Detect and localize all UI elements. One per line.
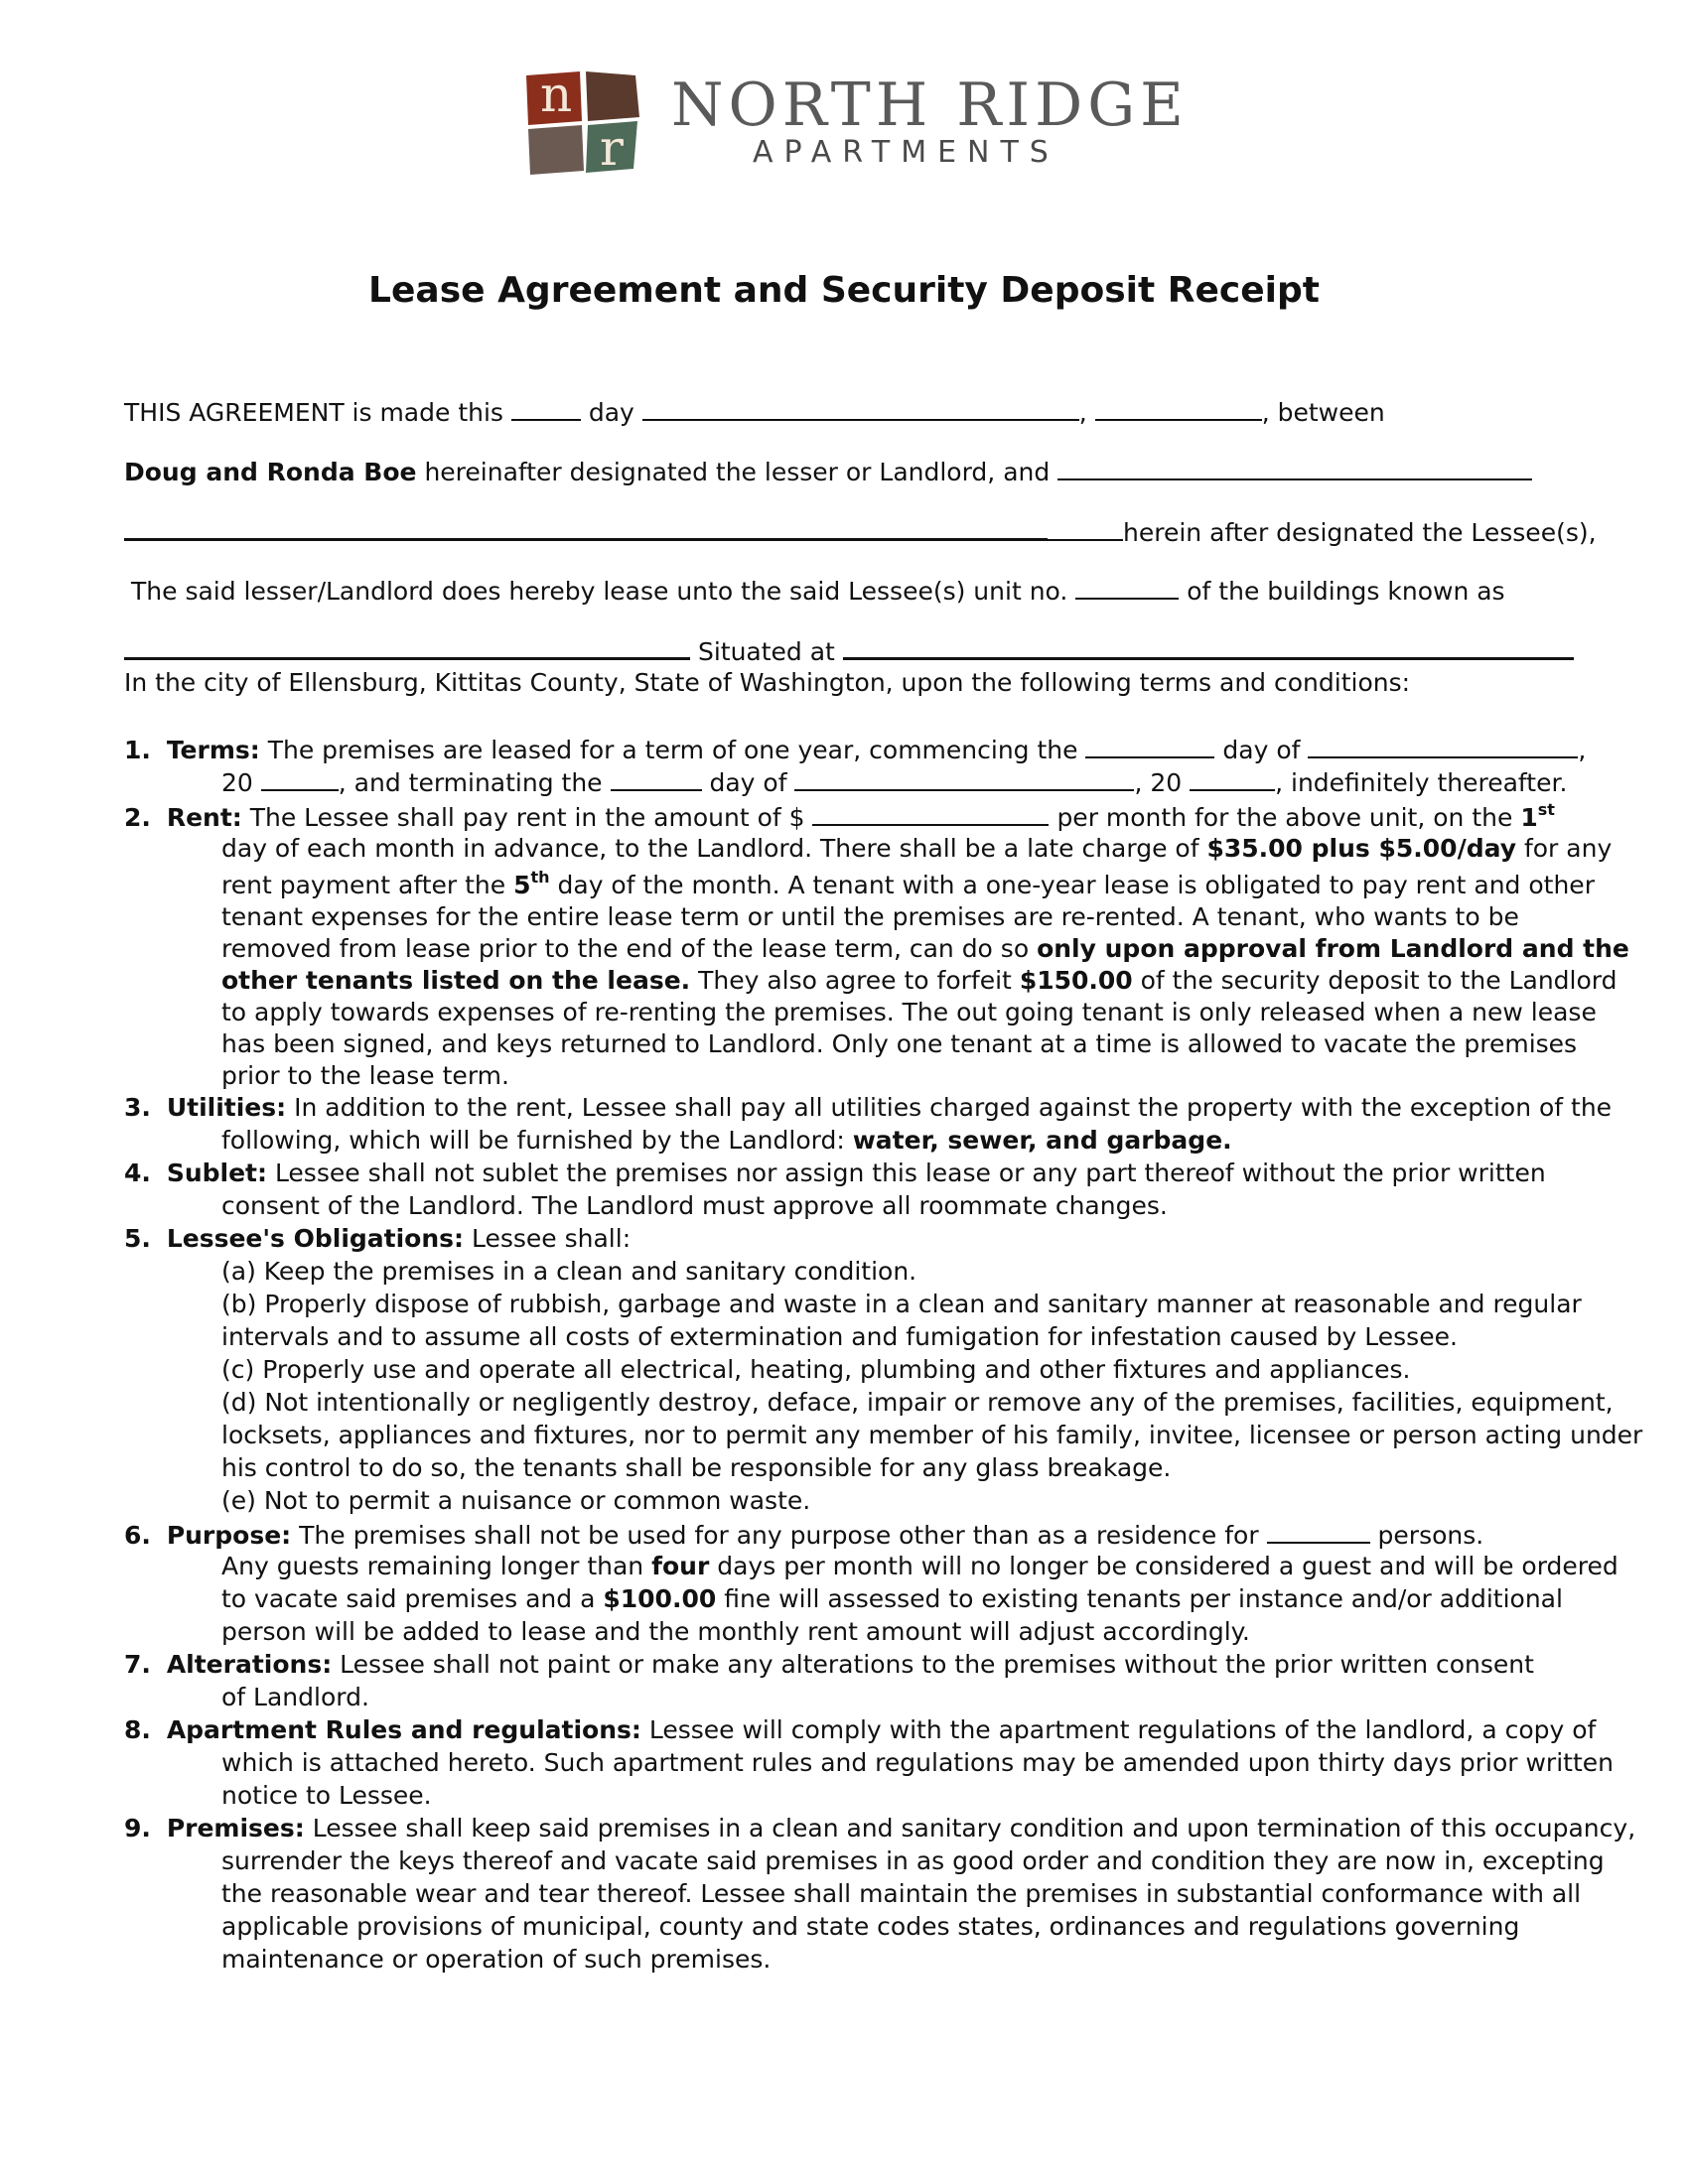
rent-l6a: other tenants listed on the lease.	[221, 966, 691, 995]
lessee-name-blank-1[interactable]	[1057, 455, 1532, 480]
terms-comma: ,	[1578, 736, 1587, 764]
intro-line-2	[124, 455, 1532, 488]
persons-count-blank[interactable]	[1267, 1518, 1370, 1544]
terms-text-h: , indefinitely thereafter.	[1275, 768, 1568, 797]
intro-between: , between	[1261, 398, 1385, 427]
logo-letter-n: n	[540, 66, 573, 123]
rent-l2a: day of each month in advance, to the Landlord. There shall be a late charge of	[221, 834, 1199, 863]
terminate-month-blank[interactable]	[794, 765, 1134, 791]
utilities-label: Utilities:	[166, 1093, 287, 1122]
rules-line-3: notice to Lessee.	[221, 1781, 432, 1810]
alterations-text-a: Lessee shall not paint or make any alterations to the premises without the prior written consent	[340, 1650, 1534, 1679]
rent-line-4: tenant expenses for the entire lease term or until the premises are re-rented. A tenant, who wants to be	[221, 902, 1519, 931]
alterations-line-1	[124, 1649, 1534, 1681]
intro-day-word: day	[588, 398, 634, 427]
sublet-text-a: Lessee shall not sublet the premises nor assign this lease or any part thereof without the prior written	[274, 1159, 1546, 1187]
rent-l2c: for any	[1523, 834, 1613, 863]
terms-text-e: , and terminating the	[338, 768, 603, 797]
rules-line-1	[124, 1714, 1596, 1746]
alterations-line-2: of Landlord.	[221, 1683, 369, 1711]
obligation-item: (c) Properly use and operate all electrical, heating, plumbing and other fixtures and appliances.	[221, 1355, 1411, 1384]
sublet-label: Sublet:	[166, 1159, 267, 1187]
address-blank[interactable]	[843, 633, 1574, 660]
situated-text: Situated at	[697, 637, 835, 666]
purpose-guest-days: four	[651, 1552, 710, 1580]
rent-late-charge: $35.00 plus $5.00/day	[1206, 834, 1516, 863]
utilities-number: 3.	[124, 1093, 151, 1122]
obligations-text-a: Lessee shall:	[471, 1224, 632, 1253]
purpose-label: Purpose:	[166, 1521, 292, 1550]
obligations-line-1	[124, 1223, 631, 1255]
landlord-name: Doug and Ronda Boe	[124, 458, 417, 486]
rent-text-b: per month for the above unit, on the	[1056, 803, 1513, 832]
purpose-l3c: fine will assessed to existing tenants per instance and/or additional	[724, 1584, 1563, 1613]
purpose-l3a: to vacate said premises and a	[221, 1584, 596, 1613]
rent-st: st	[1537, 799, 1555, 819]
rent-forfeit-amount: $150.00	[1019, 966, 1133, 995]
obligations-number: 5.	[124, 1224, 151, 1253]
purpose-line-1	[124, 1518, 1483, 1552]
rent-line-3	[221, 867, 1595, 901]
premises-label: Premises:	[166, 1814, 305, 1843]
rent-l3b: day of the month. A tenant with a one-year lease is obligated to pay rent and other	[557, 871, 1595, 899]
utilities-line-1	[124, 1092, 1612, 1124]
logo-name: NORTH RIDGE	[671, 70, 1189, 140]
obligation-item: intervals and to assume all costs of extermination and fumigation for infestation caused by Lessee.	[221, 1322, 1458, 1351]
obligations-label: Lessee's Obligations:	[166, 1224, 465, 1253]
north-ridge-logo	[524, 66, 1219, 179]
utilities-text-b: following, which will be furnished by the Landlord:	[221, 1126, 845, 1155]
rent-amount-blank[interactable]	[812, 800, 1049, 826]
sublet-number: 4.	[124, 1159, 151, 1187]
terms-text-g: , 20	[1134, 768, 1183, 797]
utilities-text-a: In addition to the rent, Lessee shall pay all utilities charged against the property with the exception of the	[294, 1093, 1613, 1122]
obligation-item: his control to do so, the tenants shall be responsible for any glass breakage.	[221, 1453, 1172, 1482]
rules-label: Apartment Rules and regulations:	[166, 1715, 641, 1744]
unit-prefix: The said lesser/Landlord does hereby lease unto the said Lessee(s) unit no.	[131, 577, 1068, 606]
rent-first: 1	[1520, 803, 1538, 832]
purpose-number: 6.	[124, 1521, 151, 1550]
rent-line-1	[124, 800, 1555, 834]
agreement-year-blank[interactable]	[1095, 395, 1262, 421]
obligation-item: (b) Properly dispose of rubbish, garbage and waste in a clean and sanitary manner at reasonable and regular	[221, 1290, 1582, 1318]
city-line: In the city of Ellensburg, Kittitas County, State of Washington, upon the following terms and conditions:	[124, 668, 1411, 697]
landlord-text: hereinafter designated the lesser or Landlord, and	[424, 458, 1051, 486]
purpose-line-3	[221, 1583, 1563, 1615]
lessee-name-blank-3[interactable]	[1048, 515, 1123, 541]
obligation-item: (a) Keep the premises in a clean and sanitary condition.	[221, 1257, 917, 1286]
rules-number: 8.	[124, 1715, 151, 1744]
premises-line: the reasonable wear and tear thereof. Lessee shall maintain the premises in substantial conformance with all	[221, 1879, 1582, 1908]
terminate-year-blank[interactable]	[1190, 765, 1275, 791]
rent-l5b: only upon approval from Landlord and the	[1037, 934, 1629, 963]
lessee-name-blank-2[interactable]	[124, 514, 1048, 541]
unit-suffix: of the buildings known as	[1187, 577, 1505, 606]
document-title: Lease Agreement and Security Deposit Receipt	[368, 270, 1320, 311]
rules-text-a: Lessee will comply with the apartment regulations of the landlord, a copy of	[648, 1715, 1597, 1744]
rent-fifth: 5	[513, 871, 531, 899]
terms-year-prefix: 20	[221, 768, 253, 797]
terms-text-f: day of	[709, 768, 787, 797]
rent-label: Rent:	[166, 803, 242, 832]
intro-line-3	[124, 514, 1597, 549]
unit-number-blank[interactable]	[1075, 574, 1179, 600]
purpose-line-2	[221, 1551, 1618, 1582]
terms-text-a: The premises are leased for a term of one year, commencing the	[267, 736, 1078, 764]
terms-text-b: day of	[1222, 736, 1301, 764]
premises-number: 9.	[124, 1814, 151, 1843]
terminate-day-blank[interactable]	[611, 765, 702, 791]
commence-day-blank[interactable]	[1085, 733, 1214, 758]
terms-number: 1.	[124, 736, 151, 764]
premises-line: applicable provisions of municipal, county and state codes states, ordinances and regulations governing	[221, 1912, 1520, 1941]
obligation-item: locksets, appliances and fixtures, nor to permit any member of his family, invitee, licensee or person acting under	[221, 1421, 1643, 1449]
rent-l3a: rent payment after the	[221, 871, 506, 899]
sublet-line-1	[124, 1158, 1546, 1189]
lessee-text: herein after designated the Lessee(s),	[1123, 518, 1597, 547]
rent-number: 2.	[124, 803, 151, 832]
purpose-line-4: person will be added to lease and the monthly rent amount will adjust accordingly.	[221, 1617, 1250, 1646]
rent-line-2	[221, 833, 1612, 865]
intro-line-5	[124, 633, 1574, 668]
rent-l6b: They also agree to forfeit	[698, 966, 1012, 995]
purpose-l2c: days per month will no longer be considered a guest and will be ordered	[717, 1552, 1618, 1580]
building-name-blank[interactable]	[124, 633, 690, 660]
premises-line: maintenance or operation of such premises.	[221, 1945, 772, 1974]
rules-line-2: which is attached hereto. Such apartment rules and regulations may be amended upon thirty days prior written	[221, 1748, 1614, 1777]
purpose-fine: $100.00	[603, 1584, 717, 1613]
terms-line-1	[124, 733, 1586, 766]
rent-l5a: removed from lease prior to the end of the lease term, can do so	[221, 934, 1030, 963]
intro-line-4	[131, 574, 1505, 608]
terms-label: Terms:	[166, 736, 260, 764]
premises-line: surrender the keys thereof and vacate said premises in as good order and condition they are now in, excepting	[221, 1846, 1605, 1875]
intro-comma: ,	[1078, 398, 1087, 427]
rent-line-6	[221, 965, 1618, 997]
rent-line-9: prior to the lease term.	[221, 1061, 509, 1090]
rent-line-8: has been signed, and keys returned to Landlord. Only one tenant at a time is allowed to vacate the premises	[221, 1029, 1578, 1058]
intro-line-1	[124, 395, 1385, 429]
agreement-day-blank[interactable]	[511, 395, 581, 421]
intro-made-text: THIS AGREEMENT is made this	[124, 398, 503, 427]
premises-text-a: Lessee shall keep said premises in a clean and sanitary condition and upon termination of this occupancy,	[312, 1814, 1636, 1843]
purpose-text-b: persons.	[1377, 1521, 1484, 1550]
rent-l6d: of the security deposit to the Landlord	[1140, 966, 1618, 995]
alterations-number: 7.	[124, 1650, 151, 1679]
rent-th: th	[530, 867, 550, 887]
obligation-item: (e) Not to permit a nuisance or common waste.	[221, 1486, 811, 1515]
rent-line-7: to apply towards expenses of re-renting the premises. The out going tenant is only released when a new lease	[221, 998, 1597, 1026]
terms-line-2	[221, 765, 1567, 799]
logo-letter-r: r	[600, 119, 624, 177]
rent-line-5	[221, 933, 1629, 965]
obligation-item: (d) Not intentionally or negligently destroy, deface, impair or remove any of the premises, facilities, equipment,	[221, 1388, 1614, 1417]
premises-line-1	[124, 1813, 1635, 1844]
commence-month-blank[interactable]	[1308, 733, 1578, 758]
rent-text-a: The Lessee shall pay rent in the amount of $	[249, 803, 805, 832]
purpose-text-a: The premises shall not be used for any purpose other than as a residence for	[299, 1521, 1259, 1550]
logo-subtitle: APARTMENTS	[753, 135, 1059, 170]
utilities-line-2	[221, 1125, 1232, 1157]
utilities-included: water, sewer, and garbage.	[852, 1126, 1232, 1155]
commence-year-blank[interactable]	[261, 765, 339, 791]
alterations-label: Alterations:	[166, 1650, 333, 1679]
agreement-month-blank[interactable]	[642, 395, 1079, 421]
purpose-l2a: Any guests remaining longer than	[221, 1552, 644, 1580]
sublet-line-2: consent of the Landlord. The Landlord must approve all roommate changes.	[221, 1191, 1168, 1220]
